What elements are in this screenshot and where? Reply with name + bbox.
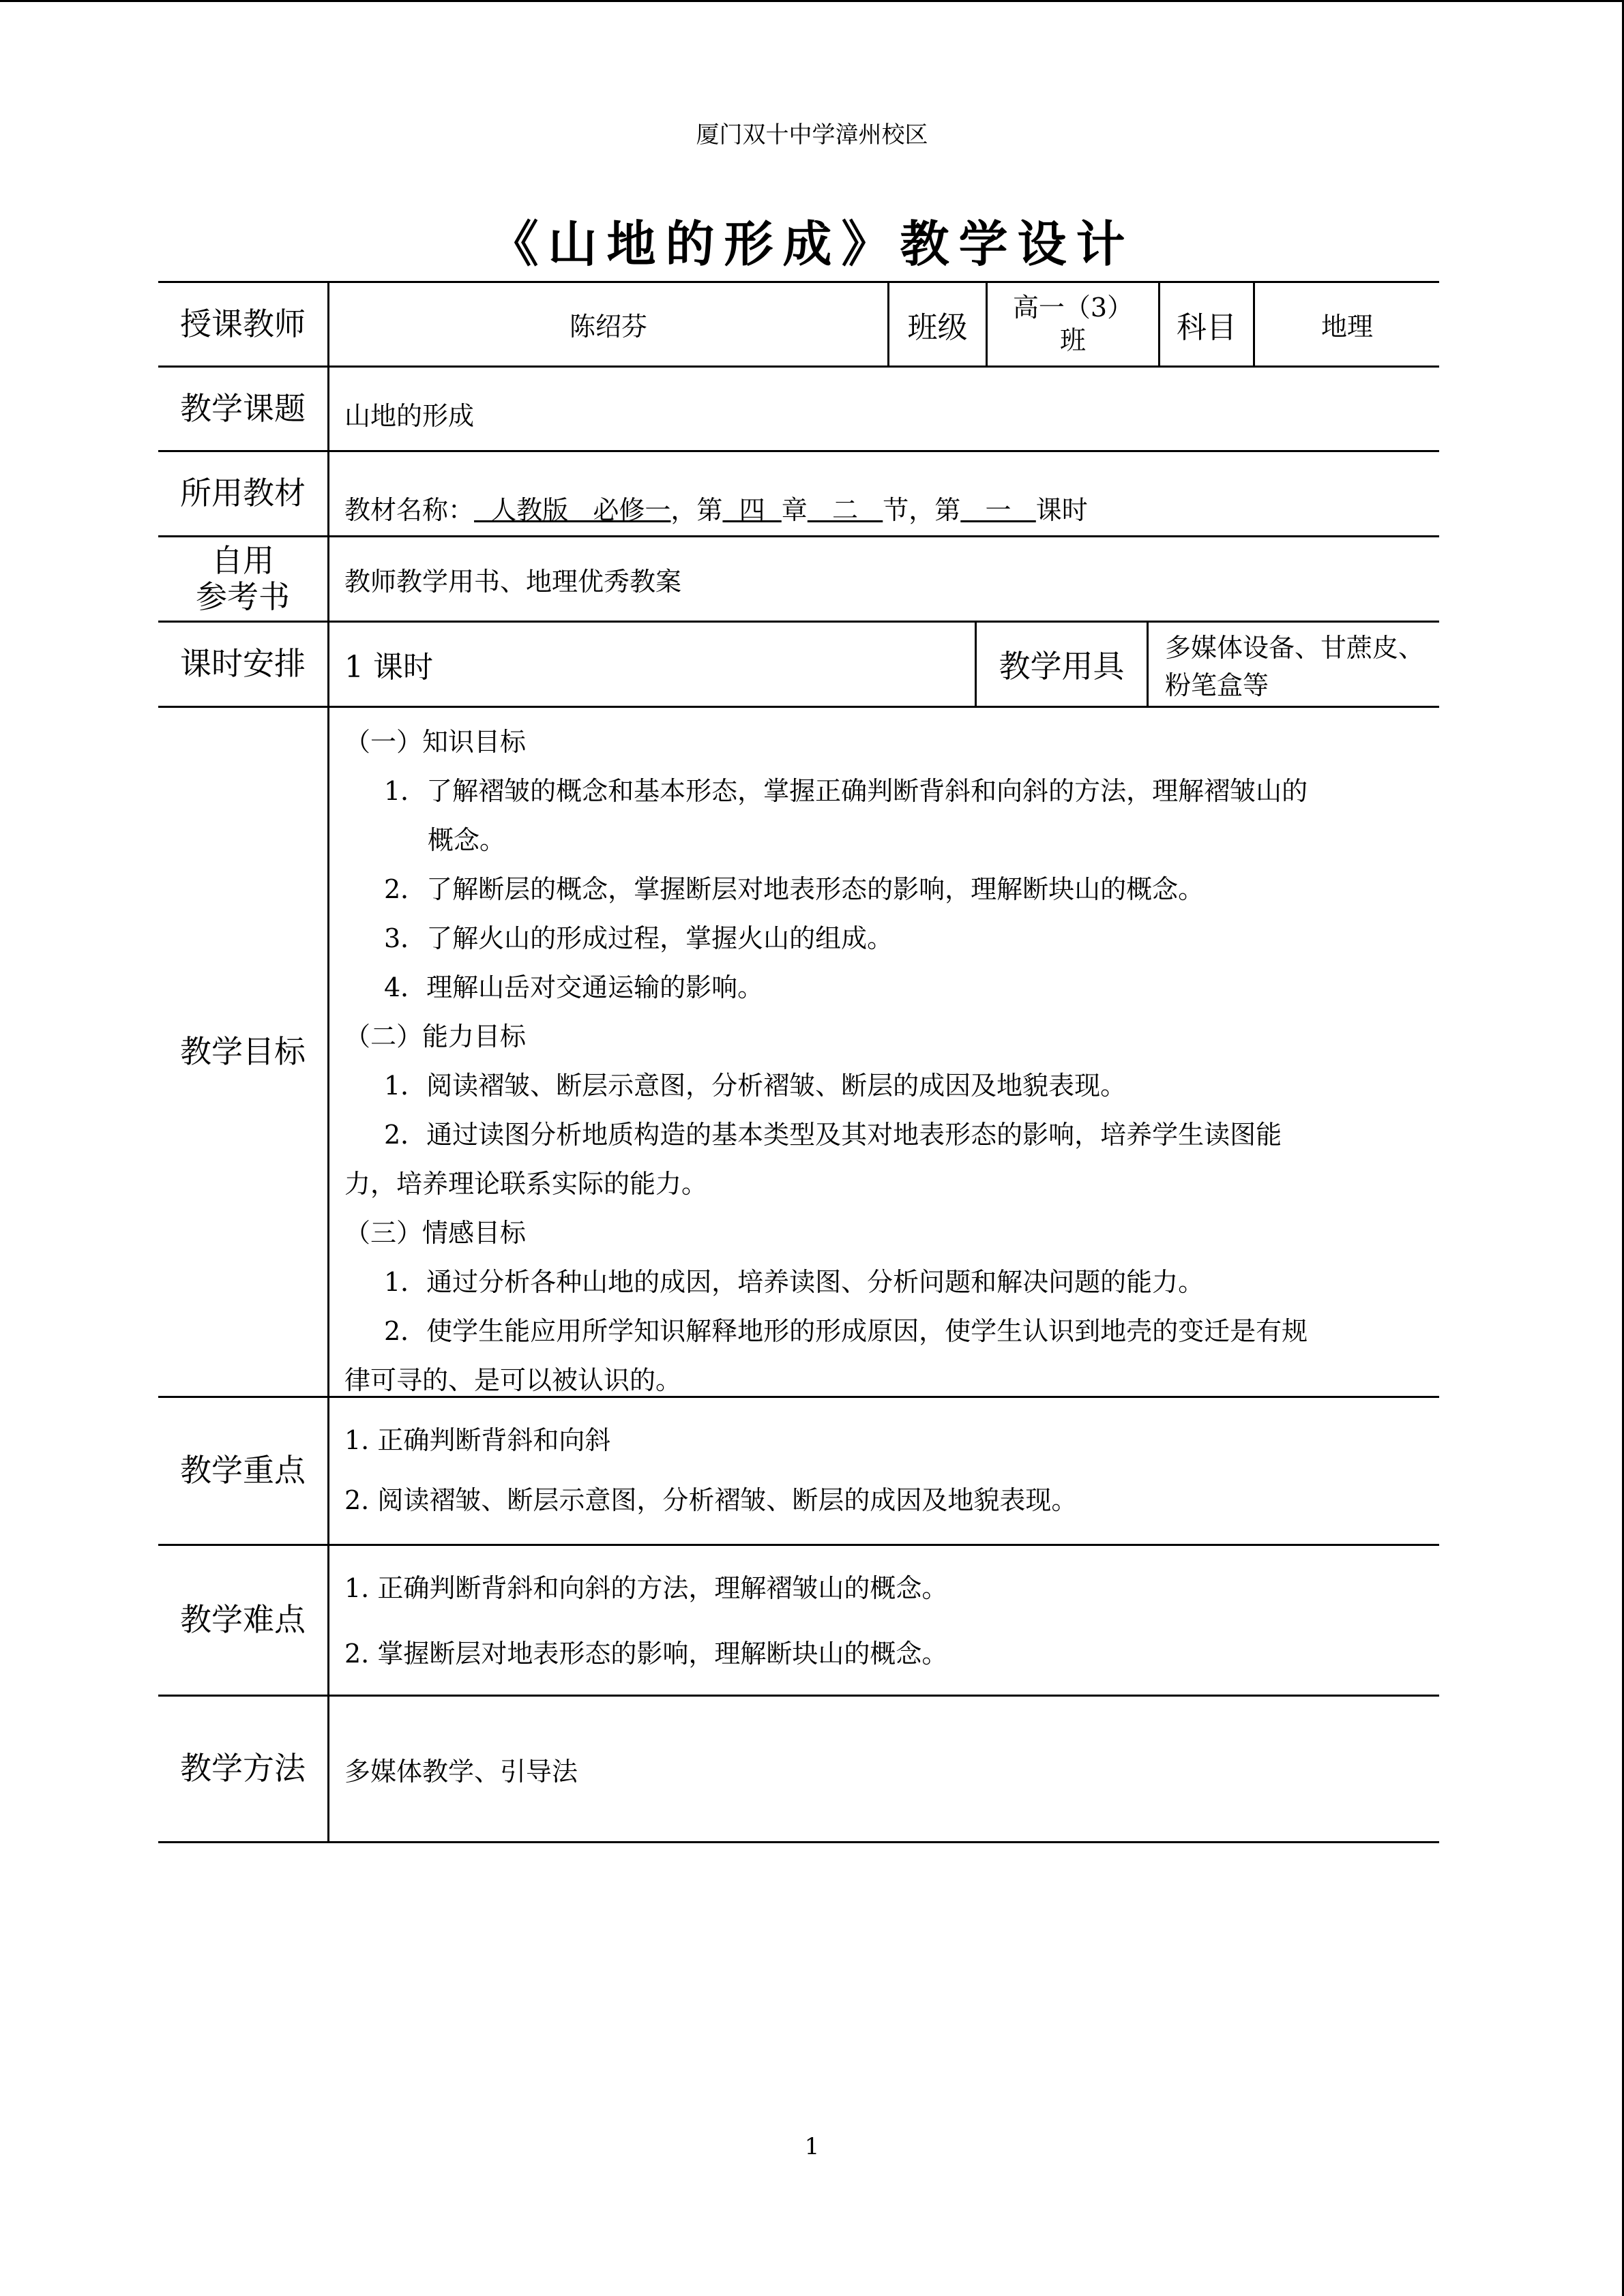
school-name: 厦门双十中学漳州校区 (696, 121, 928, 149)
row-topic (158, 366, 1439, 452)
difficulties-list (329, 1573, 1439, 1669)
objectives-label: 教学目标 (158, 708, 329, 1396)
objective-heading-ability: （二）能力目标 (344, 1022, 527, 1052)
textbook-chapter: 四 (722, 494, 782, 525)
row-methods (158, 1695, 1439, 1843)
textbook-name: 人教版 必修一 (474, 494, 671, 525)
tools-value: 多媒体设备、甘蔗皮、粉笔盒等 (1147, 623, 1439, 706)
textbook-value: 教材名称： 人教版 必修一 ，第 四 章 二 节，第 一 课时 (329, 452, 1439, 535)
objective-heading-knowledge: （一）知识目标 (344, 727, 527, 757)
tools-label: 教学用具 (975, 623, 1147, 706)
row-objectives (158, 706, 1439, 1398)
methods-label: 教学方法 (158, 1697, 329, 1841)
objective-item: 3．了解火山的形成过程，掌握火山的组成。 (384, 923, 894, 953)
textbook-label: 所用教材 (158, 452, 329, 535)
topic-label: 教学课题 (158, 368, 329, 450)
objective-item-continued: 概念。 (428, 825, 506, 855)
row-difficulties (158, 1544, 1439, 1697)
class-label: 班级 (887, 283, 986, 366)
key-point-item: 2. 阅读褶皱、断层示意图，分析褶皱、断层的成因及地貌表现。 (344, 1485, 1078, 1515)
subject-label: 科目 (1158, 283, 1253, 366)
class-value-line2: 班 (1059, 325, 1086, 355)
row-teacher-info (158, 281, 1439, 368)
schedule-label: 课时安排 (158, 623, 329, 706)
row-schedule (158, 621, 1439, 708)
methods-value: 多媒体教学、引导法 (344, 1756, 578, 1787)
key-point-item: 1. 正确判断背斜和向斜 (344, 1425, 611, 1455)
textbook-section: 二 (807, 494, 883, 525)
difficulty-item: 2. 掌握断层对地表形态的影响，理解断块山的概念。 (344, 1639, 948, 1669)
topic-value: 山地的形成 (344, 401, 475, 431)
objective-item: 2．使学生能应用所学知识解释地形的形成原因，使学生认识到地壳的变迁是有规 (384, 1316, 1308, 1346)
subject-value: 地理 (1253, 283, 1439, 366)
objective-item: 1．阅读褶皱、断层示意图，分析褶皱、断层的成因及地貌表现。 (384, 1071, 1127, 1101)
textbook-lesson: 一 (960, 494, 1036, 525)
objective-item: 2．了解断层的概念，掌握断层对地表形态的影响，理解断块山的概念。 (384, 874, 1205, 904)
difficulty-item: 1. 正确判断背斜和向斜的方法，理解褶皱山的概念。 (344, 1573, 948, 1603)
class-value (986, 283, 1158, 366)
objective-heading-emotion: （三）情感目标 (344, 1218, 527, 1248)
difficulties-label: 教学难点 (158, 1546, 329, 1695)
teacher-label: 授课教师 (158, 283, 329, 366)
document-title: 《山地的形成》教学设计 (489, 215, 1135, 273)
objectives-content (329, 708, 1439, 1405)
class-value-line1: 高一（3） (1012, 293, 1134, 323)
key-points-label: 教学重点 (158, 1398, 329, 1544)
row-textbook (158, 450, 1439, 537)
objective-item-continued: 律可寻的、是可以被认识的。 (344, 1365, 682, 1395)
teacher-value (329, 283, 887, 366)
key-points-list (329, 1425, 1439, 1515)
schedule-value: 1 课时 (344, 650, 433, 685)
objective-item: 4．理解山岳对交通运输的影响。 (384, 972, 764, 1002)
objective-item: 1．通过分析各种山地的成因，培养读图、分析问题和解决问题的能力。 (384, 1267, 1205, 1297)
page-top-border (0, 0, 1624, 2)
reference-label: 自用 参考书 (158, 537, 329, 621)
objective-item: 1．了解褶皱的概念和基本形态，掌握正确判断背斜和向斜的方法，理解褶皱山的 (384, 776, 1308, 806)
reference-value: 教师教学用书、地理优秀教案 (344, 566, 682, 597)
page-number: 1 (804, 2133, 820, 2160)
teacher-name: 陈绍芬 (569, 312, 647, 342)
row-key-points (158, 1396, 1439, 1546)
objective-item-continued: 力，培养理论联系实际的能力。 (344, 1169, 708, 1199)
row-reference (158, 535, 1439, 623)
objective-item: 2．通过读图分析地质构造的基本类型及其对地表形态的影响，培养学生读图能 (384, 1120, 1282, 1150)
